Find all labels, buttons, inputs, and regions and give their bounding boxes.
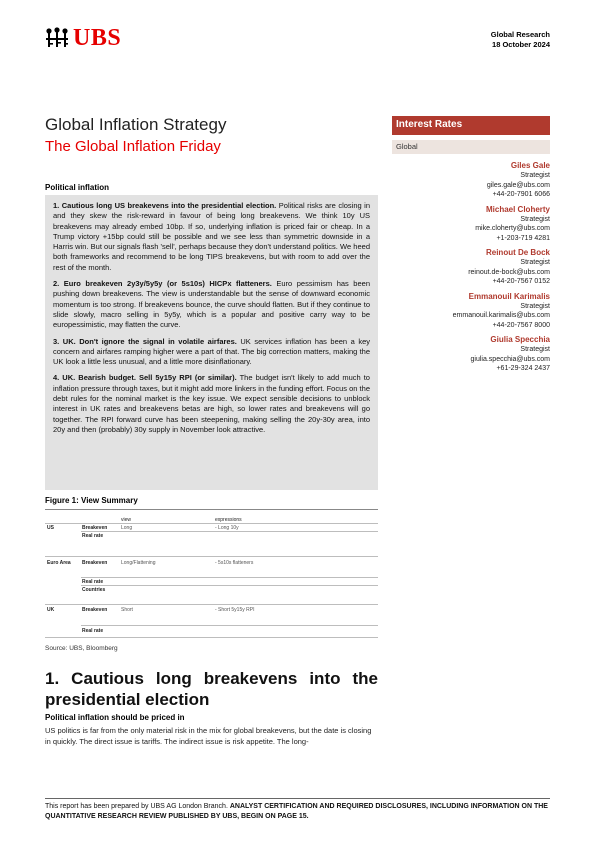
table-rule [81, 585, 378, 586]
report-date: 18 October 2024 [492, 40, 550, 49]
analyst-card [390, 247, 550, 287]
section-body: US politics is far from the only material risk in the mix for global breakevens, but the date is closing in quickly. The direct issue is tariffs. The indirect issue is risk appetite. The long- [45, 726, 372, 746]
summary-point-lead: 2. Euro breakeven 2y3y/5y5y (or 5s10s) HICPx flatteners. [53, 279, 272, 289]
summary-point [53, 201, 370, 273]
analyst-name: Giulia Specchia [490, 335, 550, 344]
footer-plain: This report has been prepared by UBS AG London Branch. [45, 803, 230, 810]
figure-rule [45, 509, 378, 510]
row-expression: - 5s10s flatteners [215, 560, 254, 566]
document-title: Global Inflation Strategy [45, 115, 227, 134]
row-item: Real rate [82, 628, 104, 634]
summary-point-text: The budget isn't likely to add much to inflation pressure through taxes, but it might add more linkers in the funding effort. Focus on the debt rules for the nominal market is the key issue. We expect sensible decisions to unblock interest in UK rates and breakevens betas are high, so lower rates and breakevens will go together. The RPI forward curve has been steepening, making selling the 20y-30y area, into 20y and then (probably) 30y supply in November look attractive. [53, 373, 370, 434]
row-view: Long/Flattening [121, 560, 156, 566]
summary-point-text: Political risks are closing in and they skew the risk-reward in favour of being long breakevens. We think 10y US breakevens may already embed 10bp. If so, underlying inflation is priced fair or cheap. In a Trump victory +15bp could still be possible and we see less than symmetric downside in a Harris win. But our signals flash 'sell', perhaps because they don't understand politics. We heed both frameworks and recommend to be long TIPS breakevens, but with room to add over the rest of the month. [53, 201, 370, 272]
analyst-list [390, 160, 550, 378]
analyst-role: Strategist [520, 346, 550, 353]
analyst-role: Strategist [520, 172, 550, 179]
summary-box [45, 195, 378, 490]
report-type: Global Research [490, 30, 550, 39]
summary-section-label: Political inflation [45, 183, 110, 192]
analyst-phone: +1-203-719 4281 [496, 234, 550, 242]
analyst-name: Michael Cloherty [485, 204, 550, 214]
ubs-keys-icon [45, 27, 69, 49]
analyst-phone: +44-20-7901 6066 [492, 191, 550, 198]
analyst-phone: +61-29-324 2437 [496, 365, 550, 372]
row-item: Breakeven [82, 607, 108, 613]
header-expressions: expressions [215, 517, 242, 523]
row-region: US [47, 525, 54, 531]
row-view: Short [121, 607, 133, 613]
row-expression: - Long 10y [215, 525, 239, 531]
row-expression: - Short 5y15y RPI [215, 607, 255, 613]
table-rule [45, 556, 378, 557]
summary-point-lead: 1. Cautious long US breakevens into the presidential election. [53, 201, 277, 210]
section-subheading: Political inflation should be priced in [45, 713, 185, 722]
analyst-card [390, 334, 550, 374]
row-view: Long [121, 525, 133, 531]
analyst-email[interactable]: giulia.specchia@ubs.com [470, 355, 550, 363]
figure-source: Source: UBS, Bloomberg [45, 645, 118, 652]
analyst-phone: +44-20-7567 0152 [492, 278, 550, 285]
row-region: Euro Area [47, 560, 71, 566]
analyst-phone: +44-20-7567 8000 [492, 321, 550, 329]
analyst-email[interactable]: giles.gale@ubs.com [486, 181, 550, 189]
row-region: UK [47, 607, 55, 613]
row-item: Breakeven [82, 525, 108, 531]
table-rule [45, 604, 378, 605]
summary-point [53, 373, 370, 435]
summary-point-text: Euro pessimism has been pushing down breakevens. The view is understandable but the sense of downward economic momentum is too strong. If breakevens bounce, the curve should flatten. But if they continue to slide slowly, macro selling in 5y5y, which is a popular and positive carry way to be europessimistic, may flatten the curve. [53, 279, 370, 330]
row-item: Countries [82, 587, 106, 593]
analyst-role: Strategist [520, 259, 550, 266]
topic-bar: Interest Rates [392, 116, 550, 135]
footer-bold[interactable]: ANALYST CERTIFICATION AND REQUIRED DISCLOSURES, INCLUDING INFORMATION ON THE QUANTITATIVE RESEARCH REVIEW PUBLISHED BY UBS, BEGIN ON PAGE 15. [45, 803, 548, 820]
summary-point-lead: 3. UK. Don't ignore the signal in volatile airfares. [53, 336, 237, 346]
summary-point [53, 337, 370, 368]
logo-text: UBS [73, 25, 122, 51]
analyst-name: Emmanouil Karimalis [468, 291, 550, 301]
ubs-logo [45, 26, 121, 50]
analyst-card [390, 291, 550, 331]
row-item: Real rate [82, 579, 104, 585]
figure-caption: Figure 1: View Summary [45, 496, 138, 505]
summary-point-text: UK services inflation has been a key concern and airfares ramping higher were a part of that. The big correction matters, making the UK look a little less unusual, and a little more disinflationary. [53, 336, 370, 367]
header-view: view [121, 517, 132, 523]
header-meta [491, 30, 550, 50]
table-rule [45, 637, 378, 638]
footer-rule [45, 798, 550, 799]
region-bar: Global [392, 140, 550, 154]
table-rule [45, 523, 378, 524]
footer-disclaimer [45, 802, 550, 821]
analyst-card [390, 160, 550, 200]
analyst-name: Reinout De Bock [485, 248, 550, 257]
summary-point-lead: 4. UK. Bearish budget. Sell 5y15y RPI (or similar). [53, 373, 237, 383]
table-rule [81, 531, 378, 532]
analyst-email[interactable]: mike.cloherty@ubs.com [475, 225, 550, 232]
analyst-name: Giles Gale [510, 161, 550, 170]
summary-point [53, 279, 370, 330]
analyst-email[interactable]: emmanouil.karimalis@ubs.com [452, 312, 550, 319]
row-item: Real rate [82, 533, 104, 539]
section-heading: 1. Cautious long breakevens into the presidential election [45, 669, 378, 709]
analyst-role: Strategist [520, 302, 550, 310]
analyst-role: Strategist [520, 215, 550, 223]
analyst-card [390, 204, 550, 244]
row-item: Breakeven [82, 560, 108, 566]
table-rule [81, 577, 378, 578]
table-rule [81, 625, 378, 626]
analyst-email[interactable]: reinout.de-bock@ubs.com [468, 268, 550, 276]
document-subtitle: The Global Inflation Friday [45, 138, 221, 155]
